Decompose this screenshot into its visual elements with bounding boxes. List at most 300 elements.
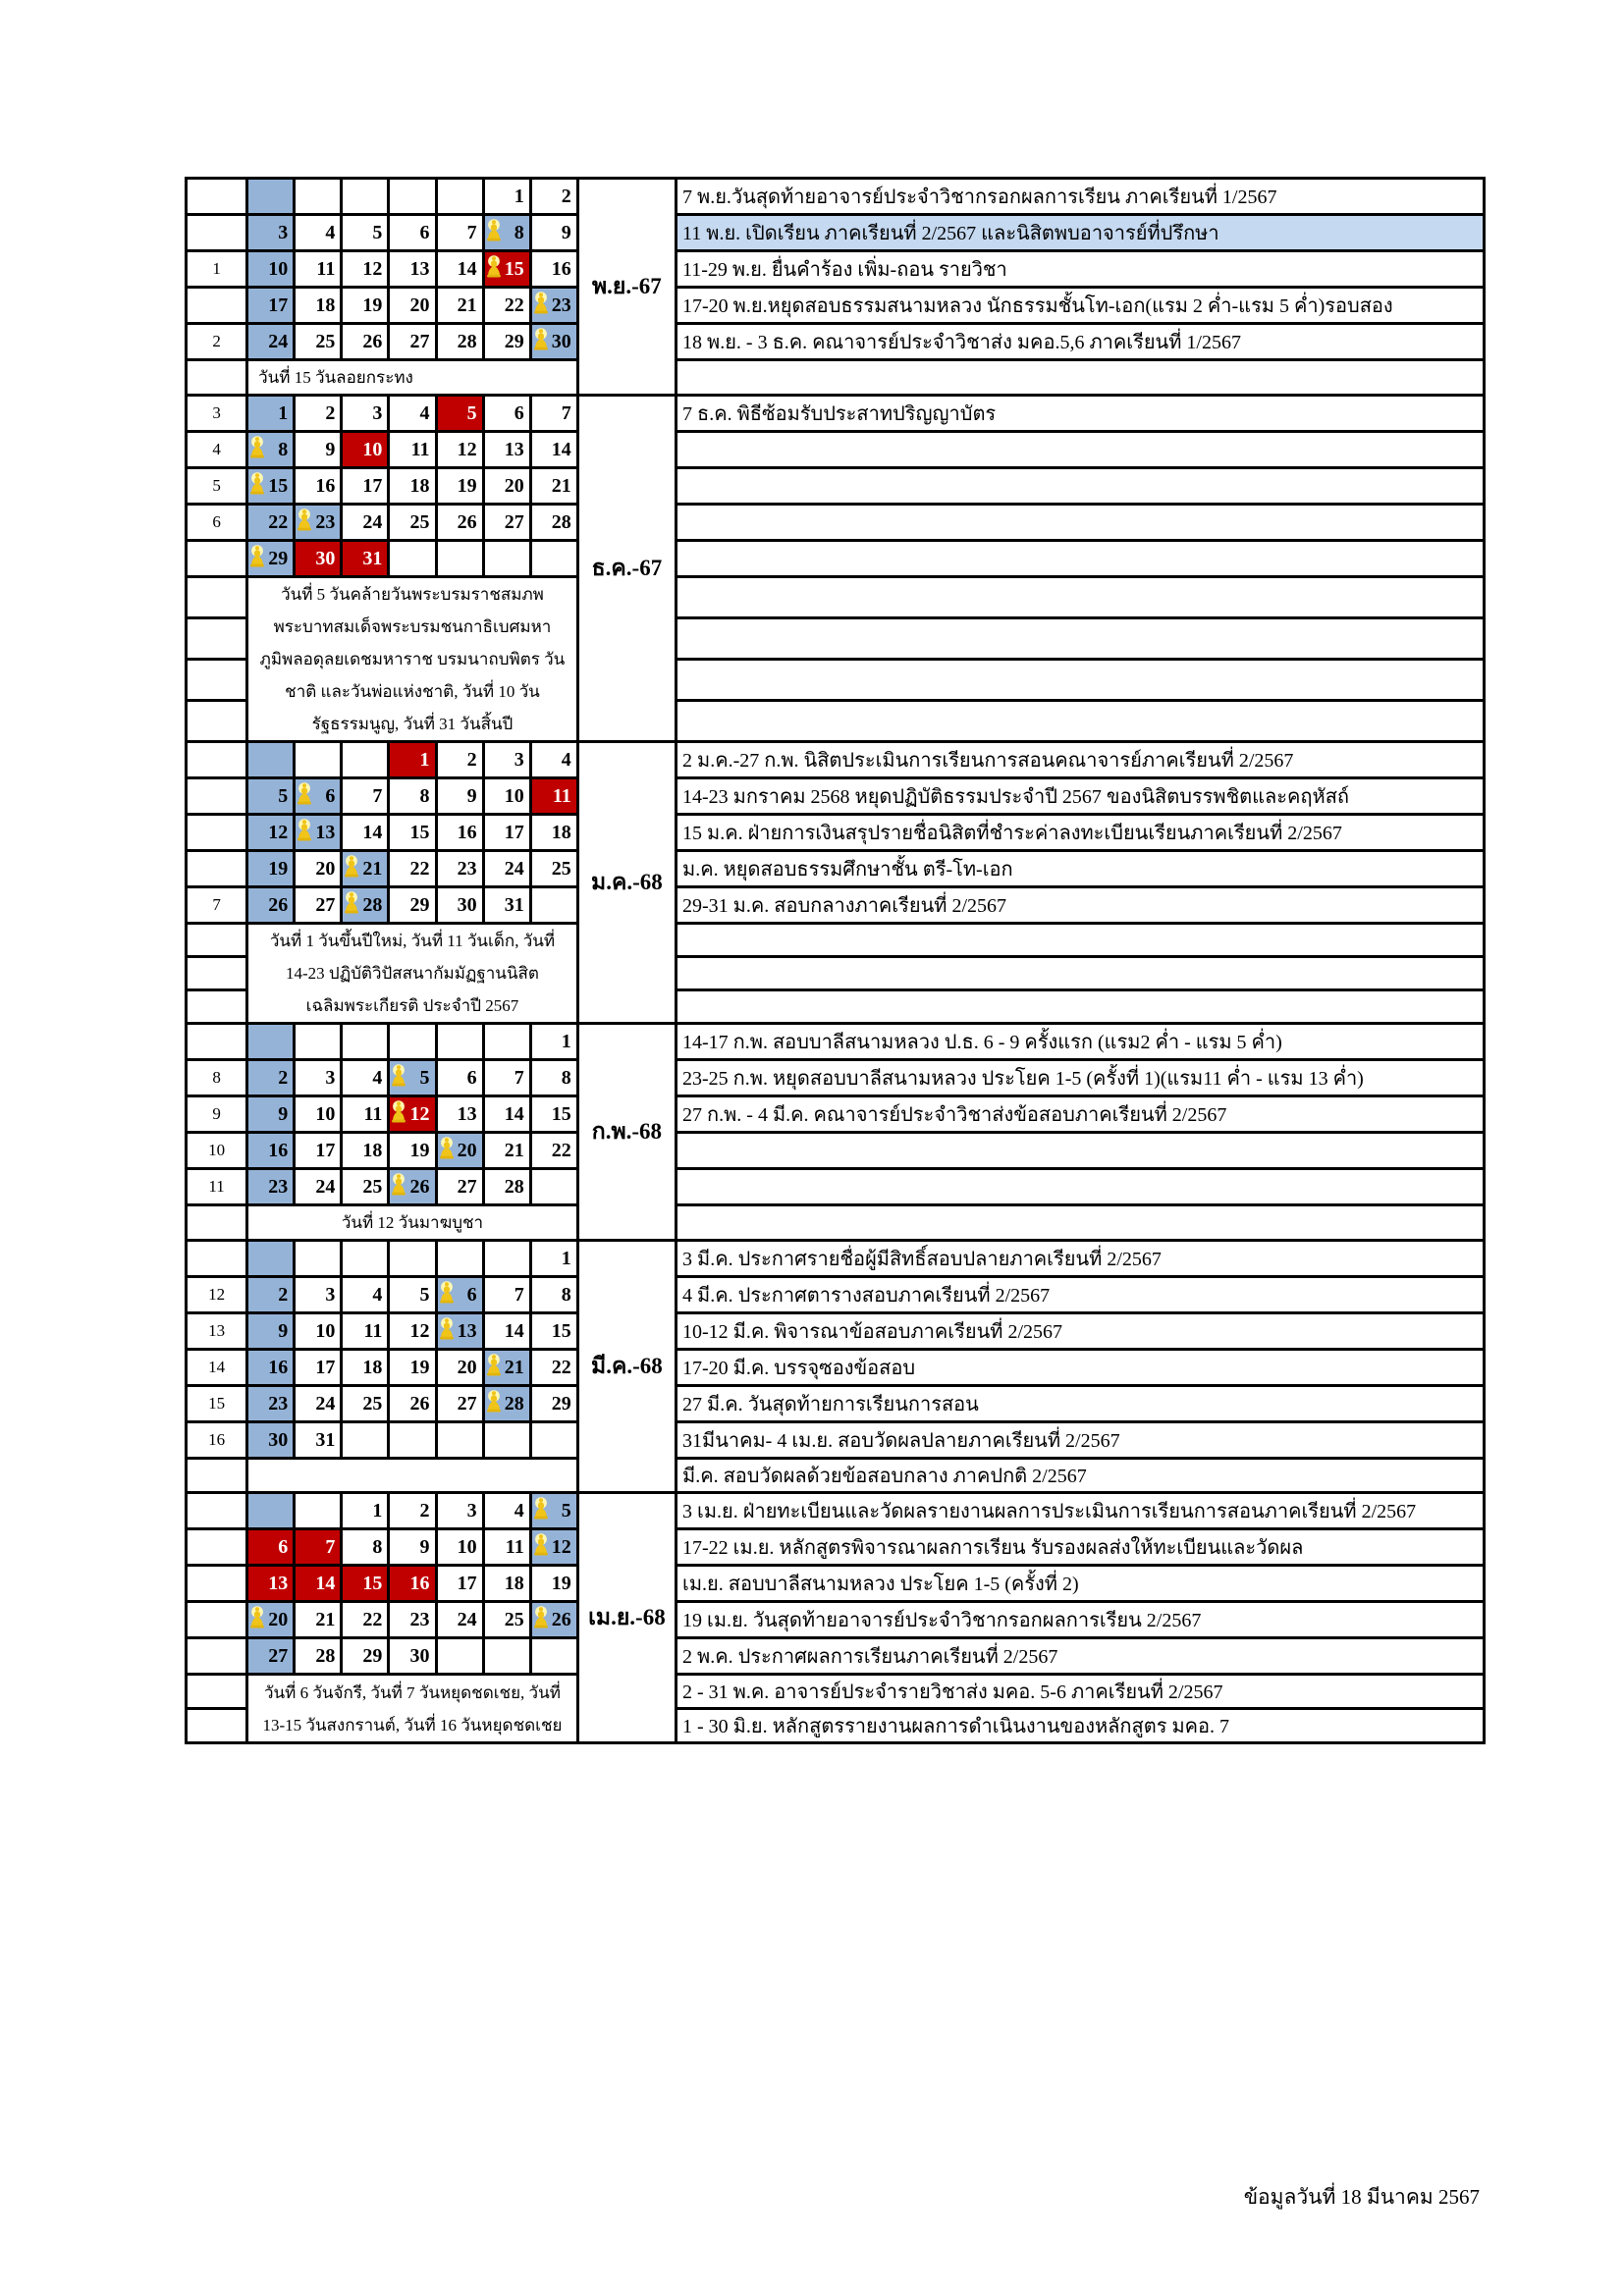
day-cell bbox=[483, 1133, 530, 1169]
buddha-day-icon bbox=[533, 1604, 549, 1629]
calendar-week-row bbox=[187, 1169, 1485, 1205]
day-cell bbox=[295, 324, 342, 360]
day-cell bbox=[436, 396, 483, 432]
calendar-week-row bbox=[187, 1422, 1485, 1459]
day-cell bbox=[247, 179, 295, 215]
calendar-week-row bbox=[187, 179, 1485, 215]
day-cell bbox=[342, 1422, 389, 1459]
day-number: 12 bbox=[551, 1535, 571, 1558]
calendar-week-row bbox=[187, 324, 1485, 360]
day-cell bbox=[295, 851, 342, 887]
day-cell bbox=[483, 1493, 530, 1529]
calendar-note-row bbox=[187, 1459, 1485, 1493]
day-number: 14 bbox=[504, 1102, 524, 1125]
day-number: 27 bbox=[457, 1175, 477, 1198]
day-number: 25 bbox=[409, 510, 430, 533]
event-cell bbox=[677, 660, 1485, 701]
buddha-day-icon bbox=[344, 889, 359, 915]
day-cell bbox=[389, 887, 436, 924]
day-number: 18 bbox=[409, 474, 430, 497]
day-cell bbox=[436, 505, 483, 541]
day-cell bbox=[483, 1024, 530, 1060]
event-cell: 7 ธ.ค. พิธีซ้อมรับประสาทปริญญาบัตร bbox=[677, 396, 1485, 432]
event-cell: 10-12 มี.ค. พิจารณาข้อสอบภาคเรียนที่ 2/2567 bbox=[677, 1313, 1485, 1350]
day-number: 19 bbox=[551, 1572, 571, 1594]
day-cell bbox=[247, 742, 295, 778]
calendar-week-row bbox=[187, 215, 1485, 251]
day-cell bbox=[295, 815, 342, 851]
day-cell bbox=[295, 1096, 342, 1133]
buddha-day-icon bbox=[486, 1388, 502, 1414]
day-cell bbox=[389, 1313, 436, 1350]
day-number: 15 bbox=[551, 1102, 571, 1125]
day-cell bbox=[295, 1313, 342, 1350]
week-number-cell bbox=[187, 1493, 247, 1529]
day-cell bbox=[342, 1133, 389, 1169]
day-number: 29 bbox=[268, 547, 289, 569]
month-note: วันที่ 1 วันขึ้นปีใหม่, วันที่ 11 วันเด็ก, วันที่ 14-23 ปฏิบัติวิปัสสนากัมมัฏฐานนิสิตเฉลิมพระเกียรติ ประจำปี 2567 bbox=[247, 924, 578, 1024]
week-number-cell bbox=[187, 1566, 247, 1602]
day-cell bbox=[247, 1493, 295, 1529]
day-number: 12 bbox=[409, 1102, 430, 1125]
week-number-cell: 7 bbox=[187, 887, 247, 924]
week-number-cell bbox=[187, 215, 247, 251]
day-number: 9 bbox=[325, 438, 336, 460]
day-number: 7 bbox=[561, 401, 571, 424]
day-cell bbox=[530, 1133, 577, 1169]
day-number: 23 bbox=[268, 1392, 289, 1415]
day-cell bbox=[530, 1638, 577, 1675]
day-cell bbox=[483, 1350, 530, 1386]
day-cell bbox=[530, 251, 577, 288]
day-number: 29 bbox=[551, 1392, 571, 1415]
day-number: 4 bbox=[561, 748, 571, 771]
day-number: 15 bbox=[362, 1572, 383, 1594]
day-number: 12 bbox=[457, 438, 477, 460]
day-cell bbox=[247, 432, 295, 468]
day-cell bbox=[389, 1566, 436, 1602]
day-number: 19 bbox=[457, 474, 477, 497]
day-cell bbox=[483, 541, 530, 577]
month-label: ธ.ค.-67 bbox=[577, 396, 676, 742]
event-cell bbox=[677, 618, 1485, 660]
day-number: 2 bbox=[278, 1283, 289, 1306]
day-number: 3 bbox=[466, 1499, 477, 1522]
academic-calendar-table bbox=[185, 177, 1486, 1744]
day-cell bbox=[247, 1024, 295, 1060]
day-cell bbox=[247, 815, 295, 851]
event-cell: 14-17 ก.พ. สอบบาลีสนามหลวง ป.ธ. 6 - 9 ครั้งแรก (แรม2 ค่ำ - แรม 5 ค่ำ) bbox=[677, 1024, 1485, 1060]
day-cell bbox=[247, 1241, 295, 1277]
month-note: วันที่ 5 วันคล้ายวันพระบรมราชสมภพพระบาทสมเด็จพระบรมชนกาธิเบศมหาภูมิพลอดุลยเดชมหาราช บรมนาถบพิตร วันชาติ และวันพ่อแห่งชาติ, วันที่ 10 วันรัฐธรรมนูญ, วันที่ 31 วันสิ้นปี bbox=[247, 577, 578, 742]
day-number: 19 bbox=[268, 857, 289, 880]
calendar-week-row bbox=[187, 1277, 1485, 1313]
buddha-day-icon bbox=[533, 1495, 549, 1521]
week-number-cell: 16 bbox=[187, 1422, 247, 1459]
day-number: 16 bbox=[315, 474, 336, 497]
day-cell bbox=[436, 1277, 483, 1313]
day-cell bbox=[247, 1096, 295, 1133]
day-number: 9 bbox=[466, 784, 477, 807]
day-cell bbox=[483, 1386, 530, 1422]
day-cell bbox=[295, 1638, 342, 1675]
calendar-week-row bbox=[187, 815, 1485, 851]
month-note bbox=[247, 1459, 578, 1493]
calendar-week-row bbox=[187, 251, 1485, 288]
calendar-week-row bbox=[187, 432, 1485, 468]
week-number-cell: 11 bbox=[187, 1169, 247, 1205]
day-number: 9 bbox=[278, 1102, 289, 1125]
event-cell: 3 เม.ย. ฝ่ายทะเบียนและวัดผลรายงานผลการประเมินการเรียนการสอนภาคเรียนที่ 2/2567 bbox=[677, 1493, 1485, 1529]
day-cell bbox=[483, 324, 530, 360]
day-number: 8 bbox=[419, 784, 430, 807]
day-number: 24 bbox=[362, 510, 383, 533]
event-cell bbox=[677, 468, 1485, 505]
day-cell bbox=[295, 1060, 342, 1096]
week-number-cell bbox=[187, 288, 247, 324]
month-label: เม.ย.-68 bbox=[577, 1493, 676, 1743]
day-cell bbox=[247, 778, 295, 815]
day-number: 20 bbox=[315, 857, 336, 880]
day-number: 29 bbox=[409, 893, 430, 916]
day-cell bbox=[389, 1602, 436, 1638]
day-number: 6 bbox=[278, 1535, 289, 1558]
day-number: 3 bbox=[372, 401, 383, 424]
day-cell bbox=[436, 288, 483, 324]
day-number: 12 bbox=[362, 257, 383, 280]
buddha-day-icon bbox=[297, 507, 312, 532]
day-cell bbox=[342, 1529, 389, 1566]
calendar-week-row bbox=[187, 1638, 1485, 1675]
day-cell bbox=[342, 1277, 389, 1313]
day-cell bbox=[342, 1602, 389, 1638]
month-label: มี.ค.-68 bbox=[577, 1241, 676, 1493]
day-cell bbox=[247, 1386, 295, 1422]
event-cell: 29-31 ม.ค. สอบกลางภาคเรียนที่ 2/2567 bbox=[677, 887, 1485, 924]
week-number-cell bbox=[187, 957, 247, 990]
day-cell bbox=[483, 778, 530, 815]
day-cell bbox=[295, 432, 342, 468]
day-cell bbox=[389, 1529, 436, 1566]
day-number: 20 bbox=[457, 1139, 477, 1161]
day-number: 28 bbox=[504, 1392, 524, 1415]
calendar-week-row bbox=[187, 851, 1485, 887]
day-number: 20 bbox=[504, 474, 524, 497]
day-cell bbox=[342, 1493, 389, 1529]
buddha-day-icon bbox=[297, 780, 312, 806]
day-number: 5 bbox=[419, 1066, 430, 1089]
day-cell bbox=[295, 396, 342, 432]
day-cell bbox=[436, 1386, 483, 1422]
calendar-week-row bbox=[187, 1024, 1485, 1060]
day-cell bbox=[483, 251, 530, 288]
day-cell bbox=[436, 215, 483, 251]
day-number: 8 bbox=[278, 438, 289, 460]
buddha-day-icon bbox=[391, 1098, 406, 1124]
day-cell bbox=[389, 179, 436, 215]
day-number: 26 bbox=[409, 1392, 430, 1415]
day-cell bbox=[295, 1493, 342, 1529]
day-cell bbox=[389, 1060, 436, 1096]
day-cell bbox=[530, 778, 577, 815]
day-cell bbox=[389, 1638, 436, 1675]
event-cell: 17-20 มี.ค. บรรจุซองข้อสอบ bbox=[677, 1350, 1485, 1386]
day-cell bbox=[483, 1277, 530, 1313]
day-cell bbox=[530, 1241, 577, 1277]
calendar-week-row bbox=[187, 1096, 1485, 1133]
day-number: 15 bbox=[268, 474, 289, 497]
day-cell bbox=[436, 1024, 483, 1060]
day-cell bbox=[436, 1133, 483, 1169]
day-number: 4 bbox=[419, 401, 430, 424]
day-cell bbox=[247, 324, 295, 360]
day-number: 26 bbox=[457, 510, 477, 533]
week-number-cell: 3 bbox=[187, 396, 247, 432]
day-cell bbox=[342, 1024, 389, 1060]
day-cell bbox=[342, 742, 389, 778]
day-number: 25 bbox=[315, 330, 336, 352]
day-cell bbox=[436, 887, 483, 924]
day-cell bbox=[342, 1060, 389, 1096]
calendar-note-row bbox=[187, 577, 1485, 618]
day-number: 17 bbox=[457, 1572, 477, 1594]
week-number-cell: 5 bbox=[187, 468, 247, 505]
day-cell bbox=[389, 432, 436, 468]
day-cell bbox=[295, 1529, 342, 1566]
day-cell bbox=[342, 1096, 389, 1133]
day-cell bbox=[247, 1422, 295, 1459]
day-cell bbox=[342, 432, 389, 468]
day-number: 20 bbox=[268, 1608, 289, 1630]
day-cell bbox=[530, 1060, 577, 1096]
buddha-day-icon bbox=[391, 1171, 406, 1197]
event-cell: 2 ม.ค.-27 ก.พ. นิสิตประเมินการเรียนการสอนคณาจารย์ภาคเรียนที่ 2/2567 bbox=[677, 742, 1485, 778]
day-number: 25 bbox=[504, 1608, 524, 1630]
week-number-cell bbox=[187, 1459, 247, 1493]
day-cell bbox=[436, 1169, 483, 1205]
day-cell bbox=[436, 1529, 483, 1566]
calendar-week-row bbox=[187, 778, 1485, 815]
day-number: 6 bbox=[466, 1066, 477, 1089]
week-number-cell bbox=[187, 1675, 247, 1709]
calendar-week-row bbox=[187, 1241, 1485, 1277]
week-number-cell bbox=[187, 1529, 247, 1566]
day-number: 29 bbox=[362, 1644, 383, 1667]
buddha-day-icon bbox=[344, 853, 359, 879]
day-number: 1 bbox=[278, 401, 289, 424]
day-cell bbox=[295, 1422, 342, 1459]
day-cell bbox=[247, 1566, 295, 1602]
day-cell bbox=[530, 887, 577, 924]
buddha-day-icon bbox=[439, 1135, 455, 1160]
day-number: 8 bbox=[514, 221, 524, 243]
week-number-cell: 10 bbox=[187, 1133, 247, 1169]
day-number: 31 bbox=[504, 893, 524, 916]
day-number: 10 bbox=[362, 438, 383, 460]
event-cell: 2 - 31 พ.ค. อาจารย์ประจำรายวิชาส่ง มคอ. 5-6 ภาคเรียนที่ 2/2567 bbox=[677, 1675, 1485, 1709]
day-number: 7 bbox=[325, 1535, 336, 1558]
event-cell: เม.ย. สอบบาลีสนามหลวง ประโยค 1-5 (ครั้งที่ 2) bbox=[677, 1566, 1485, 1602]
buddha-day-icon bbox=[533, 290, 549, 315]
day-cell bbox=[295, 179, 342, 215]
day-number: 14 bbox=[504, 1319, 524, 1342]
day-cell bbox=[342, 1350, 389, 1386]
day-cell bbox=[530, 1386, 577, 1422]
day-number: 30 bbox=[551, 330, 571, 352]
day-cell bbox=[295, 1277, 342, 1313]
calendar-week-row bbox=[187, 1602, 1485, 1638]
day-cell bbox=[295, 1133, 342, 1169]
day-cell bbox=[342, 1638, 389, 1675]
week-number-cell: 13 bbox=[187, 1313, 247, 1350]
day-number: 16 bbox=[268, 1139, 289, 1161]
day-number: 22 bbox=[504, 294, 524, 316]
event-cell: 7 พ.ย.วันสุดท้ายอาจารย์ประจำวิชากรอกผลการเรียน ภาคเรียนที่ 1/2567 bbox=[677, 179, 1485, 215]
week-number-cell: 4 bbox=[187, 432, 247, 468]
day-number: 3 bbox=[278, 221, 289, 243]
day-number: 19 bbox=[409, 1356, 430, 1378]
buddha-day-icon bbox=[249, 434, 265, 459]
day-cell bbox=[389, 851, 436, 887]
day-number: 30 bbox=[268, 1428, 289, 1451]
day-cell bbox=[483, 851, 530, 887]
day-cell bbox=[483, 288, 530, 324]
day-number: 27 bbox=[457, 1392, 477, 1415]
day-cell bbox=[436, 1422, 483, 1459]
day-number: 17 bbox=[268, 294, 289, 316]
day-cell bbox=[436, 1241, 483, 1277]
day-cell bbox=[295, 468, 342, 505]
day-number: 14 bbox=[551, 438, 571, 460]
day-number: 15 bbox=[409, 821, 430, 843]
day-cell bbox=[530, 324, 577, 360]
week-number-cell bbox=[187, 577, 247, 618]
day-number: 11 bbox=[410, 438, 430, 460]
day-cell bbox=[436, 1060, 483, 1096]
day-cell bbox=[342, 815, 389, 851]
week-number-cell bbox=[187, 1638, 247, 1675]
day-number: 15 bbox=[551, 1319, 571, 1342]
day-number: 1 bbox=[514, 185, 524, 207]
day-cell bbox=[295, 1602, 342, 1638]
day-cell bbox=[530, 432, 577, 468]
day-number: 23 bbox=[268, 1175, 289, 1198]
week-number-cell: 6 bbox=[187, 505, 247, 541]
day-number: 23 bbox=[409, 1608, 430, 1630]
day-number: 3 bbox=[325, 1283, 336, 1306]
day-number: 24 bbox=[315, 1175, 336, 1198]
day-cell bbox=[295, 505, 342, 541]
day-cell bbox=[436, 251, 483, 288]
day-cell bbox=[389, 1422, 436, 1459]
academic-calendar bbox=[185, 177, 1486, 1744]
day-cell bbox=[436, 324, 483, 360]
day-number: 10 bbox=[315, 1102, 336, 1125]
calendar-note-row bbox=[187, 1205, 1485, 1241]
calendar-note-row bbox=[187, 1675, 1485, 1709]
day-number: 27 bbox=[315, 893, 336, 916]
event-cell: 14-23 มกราคม 2568 หยุดปฏิบัติธรรมประจำปี 2567 ของนิสิตบรรพชิตและคฤหัสถ์ bbox=[677, 778, 1485, 815]
day-number: 7 bbox=[466, 221, 477, 243]
calendar-week-row bbox=[187, 468, 1485, 505]
day-number: 19 bbox=[362, 294, 383, 316]
day-cell bbox=[436, 432, 483, 468]
month-note: วันที่ 6 วันจักรี, วันที่ 7 วันหยุดชดเชย, วันที่ 13-15 วันสงกรานต์, วันที่ 16 วันหยุดชดเชย bbox=[247, 1675, 578, 1743]
day-cell bbox=[295, 1169, 342, 1205]
day-cell bbox=[389, 1277, 436, 1313]
day-cell bbox=[295, 742, 342, 778]
day-number: 26 bbox=[409, 1175, 430, 1198]
month-note: วันที่ 15 วันลอยกระทง bbox=[247, 360, 578, 396]
day-number: 27 bbox=[409, 330, 430, 352]
day-cell bbox=[436, 1096, 483, 1133]
day-cell bbox=[530, 1529, 577, 1566]
week-number-cell bbox=[187, 778, 247, 815]
day-number: 27 bbox=[268, 1644, 289, 1667]
day-cell bbox=[247, 1602, 295, 1638]
day-cell bbox=[483, 1169, 530, 1205]
event-cell: ม.ค. หยุดสอบธรรมศึกษาชั้น ตรี-โท-เอก bbox=[677, 851, 1485, 887]
day-number: 31 bbox=[315, 1428, 336, 1451]
day-cell bbox=[247, 215, 295, 251]
day-cell bbox=[389, 742, 436, 778]
week-number-cell bbox=[187, 360, 247, 396]
week-number-cell bbox=[187, 815, 247, 851]
day-number: 10 bbox=[457, 1535, 477, 1558]
day-number: 3 bbox=[325, 1066, 336, 1089]
day-cell bbox=[295, 288, 342, 324]
month-label: ม.ค.-68 bbox=[577, 742, 676, 1024]
day-cell bbox=[389, 541, 436, 577]
day-cell bbox=[247, 1313, 295, 1350]
day-number: 5 bbox=[466, 401, 477, 424]
day-cell bbox=[389, 1169, 436, 1205]
day-number: 16 bbox=[268, 1356, 289, 1378]
buddha-day-icon bbox=[391, 1062, 406, 1088]
buddha-day-icon bbox=[249, 543, 265, 568]
day-number: 4 bbox=[372, 1283, 383, 1306]
week-number-cell bbox=[187, 1241, 247, 1277]
day-number: 8 bbox=[561, 1066, 571, 1089]
day-cell bbox=[483, 1096, 530, 1133]
week-number-cell bbox=[187, 179, 247, 215]
day-cell bbox=[342, 468, 389, 505]
day-number: 26 bbox=[551, 1608, 571, 1630]
day-number: 14 bbox=[457, 257, 477, 280]
event-cell: 15 ม.ค. ฝ่ายการเงินสรุปรายชื่อนิสิตที่ชำระค่าลงทะเบียนเรียนภาคเรียนที่ 2/2567 bbox=[677, 815, 1485, 851]
event-cell: 17-20 พ.ย.หยุดสอบธรรมสนามหลวง นักธรรมชั้นโท-เอก(แรม 2 ค่ำ-แรม 5 ค่ำ)รอบสอง bbox=[677, 288, 1485, 324]
day-cell bbox=[483, 1241, 530, 1277]
day-number: 1 bbox=[419, 748, 430, 771]
day-number: 5 bbox=[561, 1499, 571, 1522]
day-number: 16 bbox=[551, 257, 571, 280]
calendar-week-row bbox=[187, 1493, 1485, 1529]
calendar-week-row bbox=[187, 1566, 1485, 1602]
day-number: 17 bbox=[362, 474, 383, 497]
day-number: 7 bbox=[514, 1283, 524, 1306]
day-cell bbox=[530, 1493, 577, 1529]
week-number-cell bbox=[187, 1709, 247, 1743]
buddha-day-icon bbox=[439, 1315, 455, 1341]
day-cell bbox=[389, 1241, 436, 1277]
day-cell bbox=[436, 851, 483, 887]
event-cell: 2 พ.ค. ประกาศผลการเรียนภาคเรียนที่ 2/2567 bbox=[677, 1638, 1485, 1675]
day-number: 28 bbox=[315, 1644, 336, 1667]
day-number: 30 bbox=[409, 1644, 430, 1667]
calendar-week-row bbox=[187, 1350, 1485, 1386]
day-number: 28 bbox=[504, 1175, 524, 1198]
day-cell bbox=[389, 1096, 436, 1133]
